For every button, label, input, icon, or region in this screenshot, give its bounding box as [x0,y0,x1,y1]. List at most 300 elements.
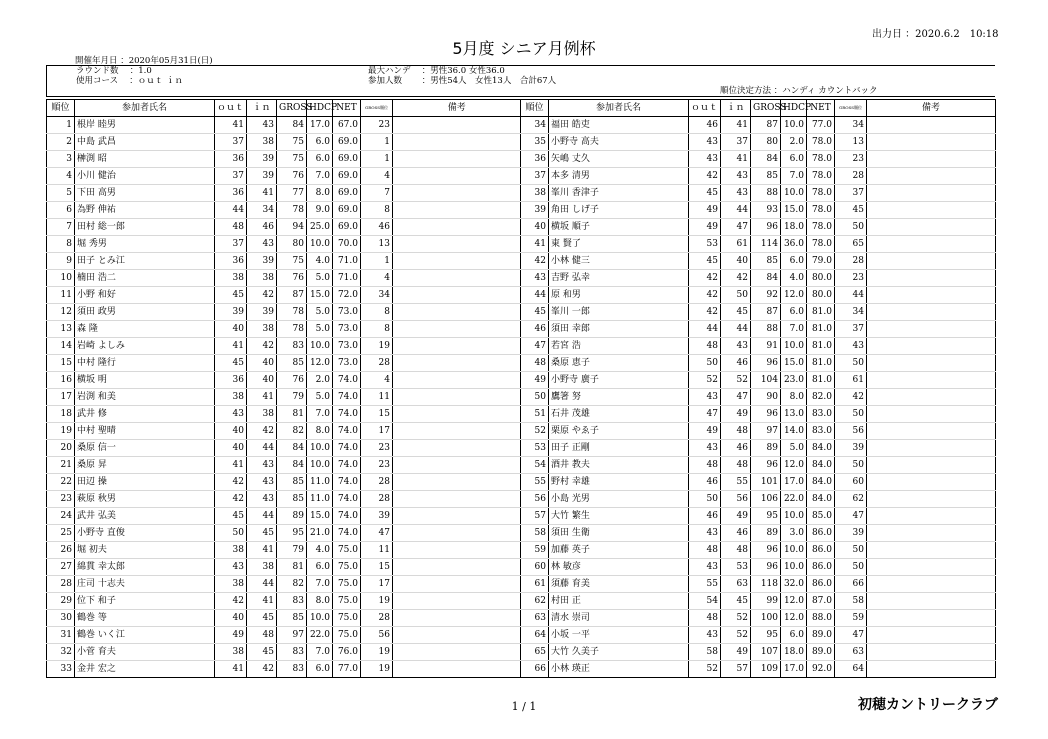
cell-gross: 109 [751,661,781,678]
cell-rank: 62 [521,593,549,610]
cell-name: 武井 弘美 [75,508,215,525]
cell-gross-rank: 15 [361,559,393,576]
cell-in: 41 [721,151,751,168]
cell-out: 36 [215,185,247,202]
cell-gross: 107 [751,644,781,661]
cell-rank: 32 [47,644,75,661]
cell-hdcp: 10.0 [307,338,333,355]
cell-rank: 39 [521,202,549,219]
cell-out: 53 [689,236,721,253]
cell-in: 45 [721,593,751,610]
cell-rank: 23 [47,491,75,508]
cell-out: 49 [689,202,721,219]
table-row [47,491,521,508]
cell-name: 小川 健治 [75,168,215,185]
cell-gross: 85 [751,168,781,185]
cell-gross-rank: 19 [361,661,393,678]
cell-gross-rank: 15 [361,406,393,423]
cell-out: 48 [689,338,721,355]
cell-gross-rank: 17 [361,576,393,593]
table-row [47,185,521,202]
cell-out: 45 [215,355,247,372]
cell-rank: 65 [521,644,549,661]
cell-hdcp: 7.0 [307,406,333,423]
cell-rank: 9 [47,253,75,270]
cell-in: 56 [721,491,751,508]
table-header [521,100,996,117]
cell-in: 38 [247,559,277,576]
cell-hdcp: 12.0 [781,287,807,304]
cell-remarks [867,321,996,338]
cell-net: 74.0 [333,525,361,542]
cell-gross: 78 [277,321,307,338]
cell-out: 48 [689,542,721,559]
col-gross-rank: GROSS順位 [361,100,393,117]
cell-in: 43 [721,168,751,185]
col-net: NET [333,100,361,117]
cell-gross: 79 [277,542,307,559]
cell-rank: 33 [47,661,75,678]
cell-in: 52 [721,627,751,644]
cell-out: 43 [689,134,721,151]
cell-gross-rank: 50 [835,406,867,423]
cell-remarks [867,491,996,508]
cell-out: 40 [215,440,247,457]
cell-remarks [867,627,996,644]
table-row [47,389,521,406]
table-row [47,117,521,134]
cell-gross-rank: 11 [361,389,393,406]
cell-gross: 88 [751,185,781,202]
cell-name: 若宮 浩 [549,338,689,355]
cell-rank: 42 [521,253,549,270]
cell-name: 小坂 一平 [549,627,689,644]
cell-name: 福田 皓吏 [549,117,689,134]
table-row [521,270,996,287]
rank-method: 順位決定方法 ：ハンディ カウントバック [720,86,878,96]
cell-hdcp: 6.0 [307,134,333,151]
cell-hdcp: 6.0 [307,661,333,678]
cell-in: 63 [721,576,751,593]
cell-net: 77.0 [333,661,361,678]
cell-net: 74.0 [333,406,361,423]
table-row [521,525,996,542]
cell-in: 38 [247,321,277,338]
col-hdcp: HDCP [307,100,333,117]
table-row [47,525,521,542]
cell-remarks [393,134,521,151]
cell-rank: 8 [47,236,75,253]
cell-net: 73.0 [333,321,361,338]
table-row [521,219,996,236]
col-gross-rank: GROSS順位 [835,100,867,117]
cell-hdcp: 5.0 [307,270,333,287]
table-row [47,338,521,355]
cell-rank: 53 [521,440,549,457]
cell-hdcp: 11.0 [307,491,333,508]
cell-in: 44 [721,321,751,338]
cell-gross-rank: 7 [361,185,393,202]
cell-name: 中島 武昌 [75,134,215,151]
cell-out: 45 [689,253,721,270]
cell-in: 46 [721,525,751,542]
cell-name: 須藤 育美 [549,576,689,593]
table-row [521,644,996,661]
cell-out: 48 [689,457,721,474]
cell-name: 大竹 久美子 [549,644,689,661]
col-name: 参加者氏名 [75,100,215,117]
cell-rank: 4 [47,168,75,185]
cell-net: 82.0 [807,389,835,406]
col-hdcp: HDCP [781,100,807,117]
cell-in: 41 [721,117,751,134]
cell-out: 48 [215,219,247,236]
cell-hdcp: 6.0 [307,559,333,576]
cell-out: 38 [215,542,247,559]
cell-gross: 84 [751,151,781,168]
cell-name: 東 賢了 [549,236,689,253]
table-row [47,593,521,610]
cell-net: 85.0 [807,508,835,525]
cell-in: 39 [247,151,277,168]
cell-in: 46 [247,219,277,236]
table-row [47,542,521,559]
cell-in: 38 [247,406,277,423]
cell-remarks [867,151,996,168]
cell-hdcp: 23.0 [781,372,807,389]
cell-out: 40 [215,423,247,440]
cell-remarks [393,474,521,491]
cell-name: 綿貫 幸太郎 [75,559,215,576]
cell-out: 42 [215,491,247,508]
cell-out: 49 [689,219,721,236]
cell-in: 37 [721,134,751,151]
cell-gross-rank: 8 [361,202,393,219]
cell-out: 43 [689,440,721,457]
event-date: 開催年月日 ：2020年05月31日(日) [75,56,213,66]
cell-out: 36 [215,151,247,168]
cell-gross: 96 [751,559,781,576]
cell-gross-rank: 4 [361,168,393,185]
cell-out: 46 [689,508,721,525]
cell-net: 78.0 [807,134,835,151]
cell-name: 小島 光男 [549,491,689,508]
cell-net: 78.0 [807,202,835,219]
cell-gross-rank: 8 [361,304,393,321]
cell-gross: 87 [751,304,781,321]
cell-out: 42 [689,304,721,321]
cell-net: 73.0 [333,304,361,321]
table-row [47,372,521,389]
cell-name: 清水 崇司 [549,610,689,627]
cell-remarks [867,457,996,474]
cell-remarks [867,644,996,661]
cell-gross: 90 [751,389,781,406]
cell-rank: 44 [521,287,549,304]
table-row [521,508,996,525]
cell-gross: 82 [277,423,307,440]
cell-gross-rank: 45 [835,202,867,219]
cell-net: 69.0 [333,219,361,236]
cell-name: 小林 健三 [549,253,689,270]
cell-rank: 57 [521,508,549,525]
cell-out: 47 [689,406,721,423]
cell-remarks [867,236,996,253]
cell-gross: 76 [277,270,307,287]
cell-net: 77.0 [807,117,835,134]
cell-gross-rank: 4 [361,372,393,389]
cell-remarks [393,151,521,168]
cell-gross: 94 [277,219,307,236]
table-row [521,304,996,321]
cell-hdcp: 4.0 [307,253,333,270]
cell-out: 46 [689,117,721,134]
cell-gross: 96 [751,542,781,559]
cell-rank: 10 [47,270,75,287]
cell-net: 73.0 [333,355,361,372]
cell-name: 金井 宏之 [75,661,215,678]
cell-in: 43 [721,338,751,355]
cell-hdcp: 10.0 [307,440,333,457]
cell-net: 69.0 [333,151,361,168]
cell-in: 42 [721,270,751,287]
cell-remarks [393,287,521,304]
cell-hdcp: 7.0 [781,168,807,185]
cell-in: 48 [721,457,751,474]
cell-net: 75.0 [333,627,361,644]
cell-rank: 60 [521,559,549,576]
cell-gross: 97 [751,423,781,440]
table-row [47,576,521,593]
cell-out: 42 [689,270,721,287]
table-row [521,134,996,151]
table-row [47,253,521,270]
cell-gross-rank: 1 [361,134,393,151]
table-row [521,338,996,355]
cell-net: 83.0 [807,406,835,423]
cell-gross-rank: 43 [835,338,867,355]
cell-name: 田子 正剛 [549,440,689,457]
cell-remarks [393,559,521,576]
cell-gross: 84 [277,440,307,457]
cell-in: 61 [721,236,751,253]
cell-net: 88.0 [807,610,835,627]
cell-remarks [867,372,996,389]
cell-remarks [867,270,996,287]
cell-gross-rank: 63 [835,644,867,661]
cell-gross-rank: 47 [835,508,867,525]
cell-hdcp: 2.0 [781,134,807,151]
cell-in: 48 [247,627,277,644]
cell-rank: 15 [47,355,75,372]
cell-rank: 5 [47,185,75,202]
cell-hdcp: 14.0 [781,423,807,440]
round-count: ラウンド数 ：1.0 [76,66,152,76]
club-name: 初穂カントリークラブ [858,697,998,713]
cell-gross-rank: 39 [835,525,867,542]
cell-gross-rank: 28 [361,474,393,491]
cell-gross: 84 [277,117,307,134]
cell-name: 堀 初夫 [75,542,215,559]
cell-net: 75.0 [333,542,361,559]
cell-rank: 6 [47,202,75,219]
cell-gross-rank: 42 [835,389,867,406]
cell-hdcp: 17.0 [307,117,333,134]
cell-gross: 77 [277,185,307,202]
cell-gross-rank: 50 [835,355,867,372]
table-row [47,610,521,627]
cell-remarks [393,593,521,610]
cell-remarks [867,287,996,304]
cell-out: 43 [689,389,721,406]
cell-in: 40 [721,253,751,270]
cell-out: 45 [689,185,721,202]
cell-hdcp: 21.0 [307,525,333,542]
cell-hdcp: 8.0 [307,423,333,440]
cell-gross: 95 [751,627,781,644]
cell-net: 72.0 [333,287,361,304]
cell-net: 69.0 [333,185,361,202]
cell-rank: 41 [521,236,549,253]
cell-gross: 104 [751,372,781,389]
cell-remarks [393,406,521,423]
cell-in: 41 [247,185,277,202]
cell-net: 78.0 [807,151,835,168]
cell-remarks [393,304,521,321]
cell-hdcp: 18.0 [781,219,807,236]
cell-name: 桑原 信一 [75,440,215,457]
cell-out: 52 [689,661,721,678]
cell-name: 桑原 昇 [75,457,215,474]
cell-remarks [867,168,996,185]
cell-net: 78.0 [807,219,835,236]
cell-remarks [867,355,996,372]
cell-net: 81.0 [807,372,835,389]
cell-hdcp: 6.0 [781,253,807,270]
cell-in: 41 [247,389,277,406]
cell-gross-rank: 50 [835,219,867,236]
col-out: ｏｕｔ [689,100,721,117]
table-row [47,219,521,236]
cell-gross: 95 [277,525,307,542]
cell-rank: 16 [47,372,75,389]
cell-in: 47 [721,389,751,406]
cell-in: 55 [721,474,751,491]
cell-hdcp: 2.0 [307,372,333,389]
cell-rank: 54 [521,457,549,474]
cell-rank: 21 [47,457,75,474]
cell-name: 庄司 十志夫 [75,576,215,593]
cell-in: 49 [721,644,751,661]
cell-gross-rank: 1 [361,253,393,270]
table-row [47,457,521,474]
cell-name: 位下 和子 [75,593,215,610]
table-row [47,168,521,185]
cell-out: 44 [689,321,721,338]
cell-net: 74.0 [333,372,361,389]
cell-name: 鶴巻 等 [75,610,215,627]
cell-rank: 1 [47,117,75,134]
cell-gross-rank: 59 [835,610,867,627]
cell-gross-rank: 39 [361,508,393,525]
cell-rank: 27 [47,559,75,576]
cell-gross-rank: 34 [835,117,867,134]
cell-hdcp: 7.0 [307,644,333,661]
cell-remarks [393,440,521,457]
cell-net: 81.0 [807,355,835,372]
cell-hdcp: 6.0 [781,151,807,168]
cell-name: 加藤 英子 [549,542,689,559]
cell-out: 50 [689,491,721,508]
cell-rank: 26 [47,542,75,559]
cell-in: 43 [721,185,751,202]
cell-gross: 78 [277,202,307,219]
max-handicap: 最大ハンデ ：男性36.0 女性36.0 [368,66,505,76]
col-remarks: 備考 [867,100,996,117]
table-row [521,576,996,593]
cell-rank: 40 [521,219,549,236]
cell-in: 44 [247,576,277,593]
cell-in: 38 [247,134,277,151]
cell-gross: 82 [277,576,307,593]
cell-gross: 84 [277,457,307,474]
table-row [47,321,521,338]
cell-rank: 51 [521,406,549,423]
cell-in: 38 [247,270,277,287]
cell-out: 37 [215,168,247,185]
cell-gross-rank: 23 [835,151,867,168]
cell-remarks [867,134,996,151]
cell-gross-rank: 37 [835,185,867,202]
cell-rank: 35 [521,134,549,151]
cell-rank: 31 [47,627,75,644]
cell-name: 吉野 弘幸 [549,270,689,287]
cell-rank: 14 [47,338,75,355]
cell-gross: 76 [277,168,307,185]
cell-net: 67.0 [333,117,361,134]
cell-net: 87.0 [807,593,835,610]
print-date: 出力日 ：2020.6.2 10:18 [872,29,999,40]
cell-out: 37 [215,236,247,253]
cell-net: 89.0 [807,627,835,644]
cell-name: 峯川 一郎 [549,304,689,321]
cell-out: 37 [215,134,247,151]
cell-remarks [867,389,996,406]
cell-name: 岩渕 和美 [75,389,215,406]
cell-remarks [393,355,521,372]
cell-in: 39 [247,253,277,270]
cell-rank: 17 [47,389,75,406]
cell-gross: 83 [277,661,307,678]
cell-rank: 18 [47,406,75,423]
cell-out: 50 [215,525,247,542]
cell-net: 84.0 [807,491,835,508]
cell-in: 48 [721,542,751,559]
cell-name: 須田 幸郎 [549,321,689,338]
table-row [521,491,996,508]
cell-out: 41 [215,338,247,355]
cell-name: 小野寺 高夫 [549,134,689,151]
cell-remarks [393,219,521,236]
cell-name: 村田 正 [549,593,689,610]
table-row [521,423,996,440]
course-used: 使用コース ：ｏｕｔ ｉｎ [76,76,183,86]
table-row [521,117,996,134]
cell-hdcp: 10.0 [307,457,333,474]
cell-gross: 118 [751,576,781,593]
cell-rank: 3 [47,151,75,168]
cell-hdcp: 25.0 [307,219,333,236]
